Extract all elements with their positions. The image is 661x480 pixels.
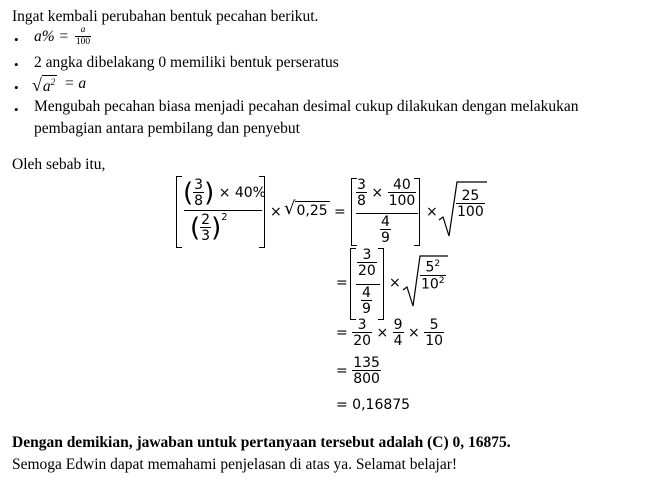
right-bracket (378, 248, 384, 320)
line5-result: = 0,16875 (336, 397, 411, 413)
frac-numerator: 3 (357, 177, 366, 193)
oleh-sebab-itu: Oleh sebab itu, (12, 156, 106, 173)
left-paren: ( (183, 178, 194, 208)
frac-numerator: 4 (381, 214, 390, 230)
frac-denominator: 800 (353, 371, 380, 387)
bullet-dot: • (14, 102, 19, 117)
frac-denominator: 100 (457, 204, 484, 220)
frac-denominator: 4 (393, 333, 403, 349)
radical-sign: √ (32, 74, 42, 95)
line1-denominator (190, 213, 228, 243)
frac-numerator: a (80, 25, 86, 35)
bullet-dot: • (14, 32, 19, 47)
intro-text: Ingat kembali perubahan bentuk pecahan berikut. (12, 8, 319, 25)
frac-denominator: 9 (381, 230, 390, 246)
bullet-4-line-2: pembagian antara pembilang dan penyebut (34, 120, 300, 137)
frac-numerator: 4 (362, 285, 371, 301)
radicand: 0,25 (296, 202, 328, 219)
frac-denominator: 9 (362, 301, 371, 317)
line2-numerator (357, 248, 377, 278)
radicand: $a^2$ (42, 77, 56, 96)
frac-40-100 (388, 178, 417, 208)
bullet-4-line-1: Mengubah pecahan biasa menjadi pecahan desimal cukup dilakukan dengan melakukan (34, 98, 579, 115)
frac-3-8 (356, 178, 367, 208)
frac-denominator: $10^2$ (421, 275, 445, 293)
frac-3-8 (193, 178, 204, 208)
frac-numerator: $5^2$ (425, 259, 441, 276)
frac-5-10 (424, 318, 444, 348)
frac-numerator: 3 (194, 177, 204, 193)
frac-numerator: 9 (393, 317, 403, 333)
frac-denominator: 100 (75, 36, 91, 47)
frac-25-100 (456, 189, 485, 219)
frac-numerator: 3 (362, 247, 372, 263)
line3 (336, 318, 444, 348)
equals-sign: = (334, 204, 346, 220)
right-paren: ) (204, 178, 215, 208)
rhs-numerator (356, 178, 416, 208)
line1-numerator (183, 178, 266, 208)
frac-numerator: 25 (461, 188, 480, 204)
times-40-percent: × 40% (218, 185, 266, 201)
main-fraction-bar (184, 210, 262, 211)
sqrt-radicand-25-100 (456, 189, 485, 219)
left-bracket (176, 176, 182, 248)
frac-4-9 (361, 286, 372, 316)
times-sign: × (389, 275, 401, 291)
frac-numerator: 5 (429, 317, 439, 333)
frac-9-4 (393, 318, 404, 348)
times-sign: × (426, 204, 438, 220)
frac-135-800 (352, 356, 381, 386)
frac-denominator: 10 (425, 333, 444, 349)
frac-denominator: 8 (357, 193, 366, 209)
a-over-100 (75, 26, 91, 47)
times-sign: × (376, 325, 389, 341)
frac-denominator: 3 (201, 228, 211, 244)
times-sign: × (408, 325, 420, 341)
sqrt-025 (284, 200, 330, 218)
bullet-3-formula (32, 75, 86, 95)
frac-numerator: 3 (357, 317, 367, 333)
frac-52-102 (420, 260, 446, 291)
bullet-2-text: 2 angka dibelakang 0 memiliki bentuk perseratus (34, 54, 339, 71)
frac-3-20 (352, 318, 372, 348)
frac-3-20 (357, 248, 377, 278)
line4 (336, 356, 381, 386)
percent-formula-lhs: a% = (34, 27, 69, 45)
frac-denominator: 20 (353, 333, 372, 349)
left-paren: ( (190, 213, 201, 243)
right-bracket (259, 176, 265, 248)
frac-denominator: 20 (358, 263, 376, 279)
bullet-dot: • (14, 57, 19, 72)
closing-text: Semoga Edwin dapat memahami penjelasan di atas ya. Selamat belajar! (12, 456, 458, 473)
right-paren: ) (211, 213, 222, 243)
times-sign: × (371, 185, 384, 201)
frac-numerator: 135 (353, 355, 380, 371)
frac-numerator: 40 (393, 177, 411, 193)
right-bracket (414, 178, 420, 246)
equals-sign: = (336, 275, 348, 291)
radical-sign: √ (284, 198, 296, 219)
equals-sign: = (336, 363, 348, 379)
times-sign: × (270, 204, 282, 220)
bullet-dot: • (14, 80, 19, 95)
frac-denominator: 100 (388, 193, 416, 209)
frac-denominator: 8 (194, 193, 204, 209)
conclusion-text: Dengan demikian, jawaban untuk pertanyaan tersebut adalah (C) 0, 16875. (12, 434, 511, 451)
bullet-1-formula (34, 26, 91, 47)
bullet-3-rhs: = a (64, 75, 87, 93)
frac-2-3 (200, 213, 211, 243)
square-exponent: 2 (221, 212, 228, 223)
rhs-denominator (380, 215, 391, 245)
frac-numerator: 2 (201, 212, 211, 228)
sqrt-a-squared (32, 75, 57, 95)
equals-sign: = (336, 325, 348, 341)
sqrt (284, 200, 330, 218)
line2-denominator (361, 286, 372, 316)
sqrt-radicand-52-102 (420, 260, 446, 291)
frac-4-9 (380, 215, 391, 245)
